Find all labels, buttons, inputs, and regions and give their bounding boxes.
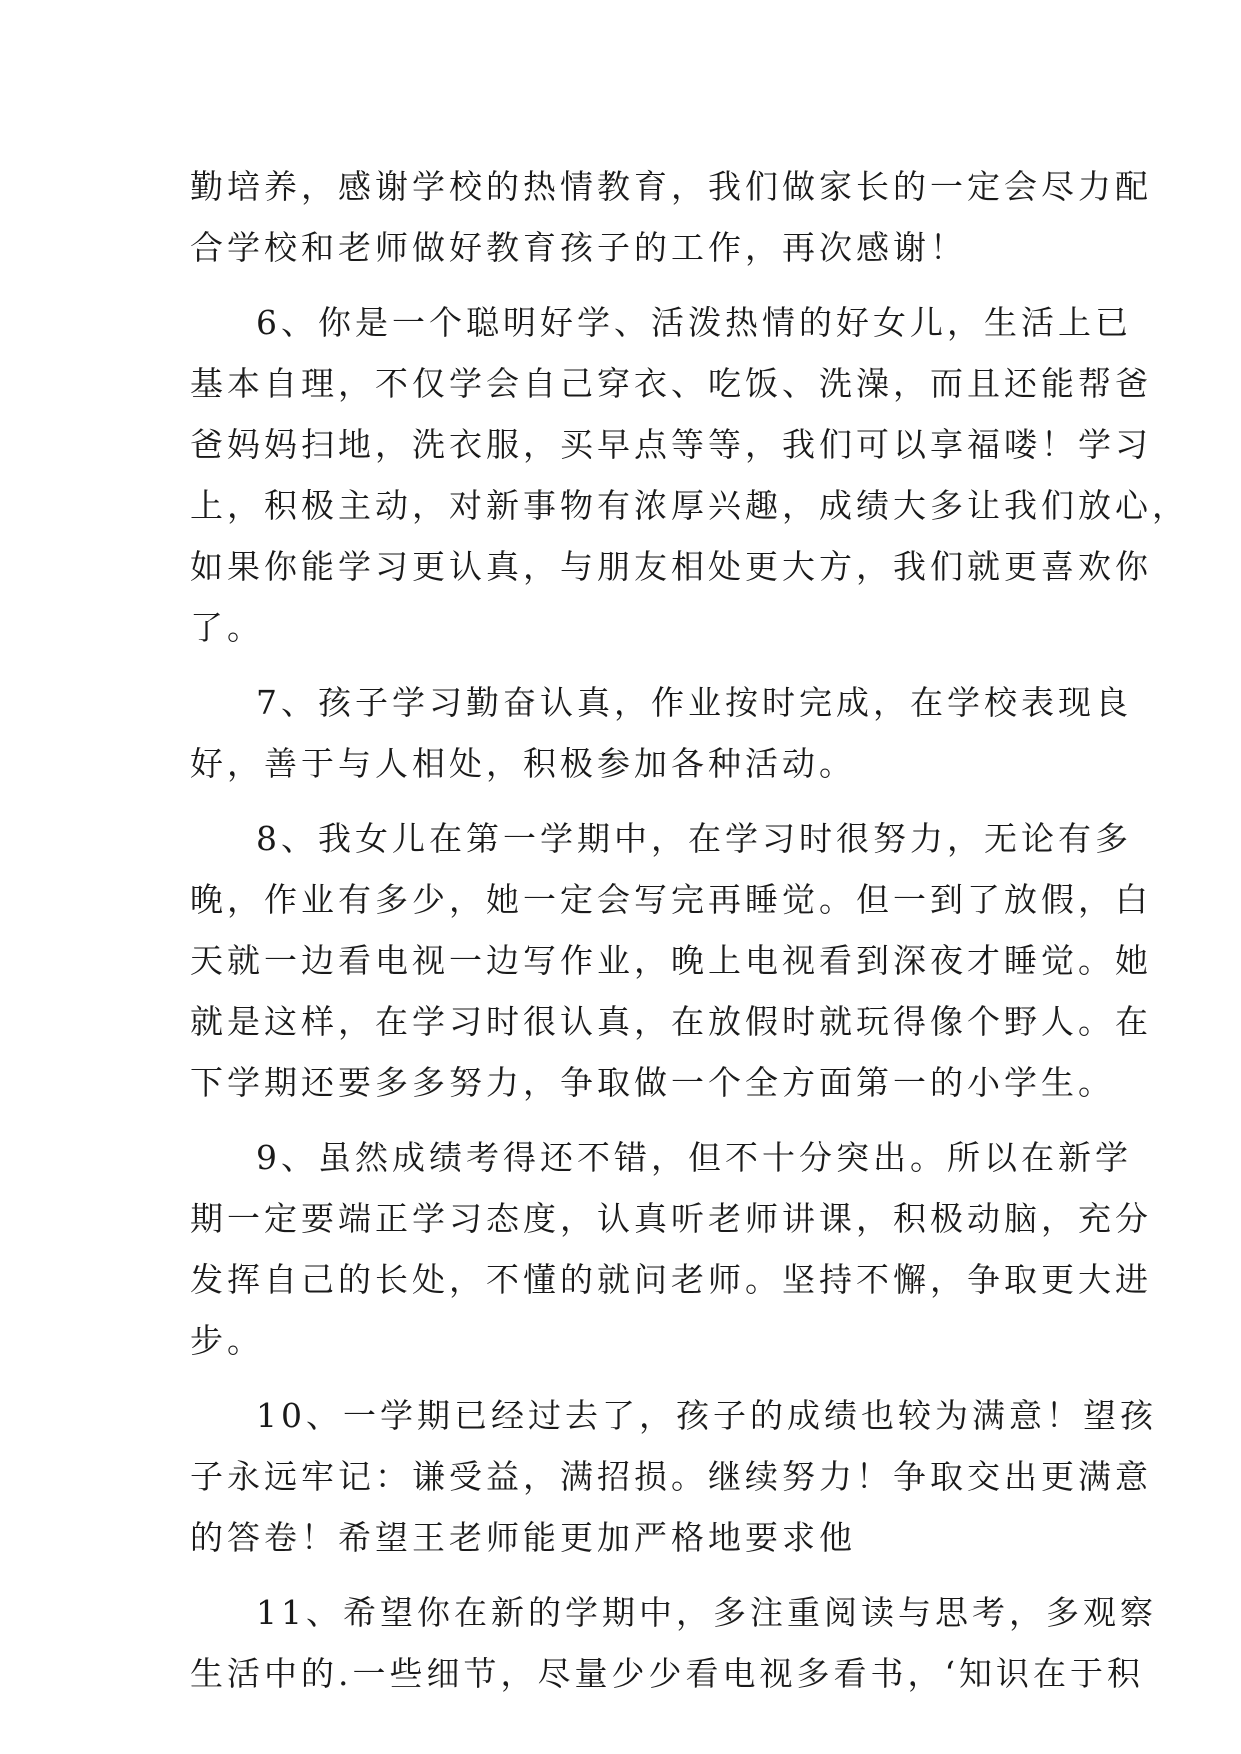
- paragraph-8: [190, 808, 1152, 1113]
- paragraph-5-continued: [190, 156, 1152, 278]
- text-line: 步。: [190, 1321, 264, 1360]
- text-line: 生活中的.一些细节，尽量少少看电视多看书，‘知识在于积: [190, 1654, 1144, 1693]
- text-line: 勤培养，感谢学校的热情教育，我们做家长的一定会尽力配: [190, 167, 1152, 206]
- paragraph-10: [190, 1385, 1157, 1568]
- text-line: 7、孩子学习勤奋认真，作业按时完成，在学校表现良: [256, 683, 1132, 722]
- text-line: 天就一边看电视一边写作业，晚上电视看到深夜才睡觉。她: [190, 941, 1152, 980]
- text-line: 好，善于与人相处，积极参加各种活动。: [190, 744, 856, 783]
- text-line: 的答卷！希望王老师能更加严格地要求他: [190, 1518, 856, 1557]
- paragraph-9: [190, 1127, 1152, 1371]
- text-line: 8、我女儿在第一学期中，在学习时很努力，无论有多: [256, 819, 1132, 858]
- text-line: 9、虽然成绩考得还不错，但不十分突出。所以在新学: [256, 1138, 1132, 1177]
- text-line: 就是这样，在学习时很认真，在放假时就玩得像个野人。在: [190, 1002, 1152, 1041]
- text-line: 上，积极主动，对新事物有浓厚兴趣，成绩大多让我们放心，: [190, 486, 1189, 525]
- text-line: 发挥自己的长处，不懂的就问老师。坚持不懈，争取更大进: [190, 1260, 1152, 1299]
- text-line: 了。: [190, 608, 264, 647]
- text-line: 合学校和老师做好教育孩子的工作，再次感谢！: [190, 228, 967, 267]
- document-body: [190, 156, 1189, 1718]
- text-line: 基本自理，不仅学会自己穿衣、吃饭、洗澡，而且还能帮爸: [190, 364, 1152, 403]
- text-line: 晚，作业有多少，她一定会写完再睡觉。但一到了放假，白: [190, 880, 1152, 919]
- paragraph-7: [190, 672, 1132, 794]
- text-line: 下学期还要多多努力，争取做一个全方面第一的小学生。: [190, 1063, 1115, 1102]
- paragraph-6: [190, 292, 1189, 658]
- paragraph-11: [190, 1582, 1157, 1704]
- text-line: 爸妈妈扫地，洗衣服，买早点等等，我们可以享福喽！学习: [190, 425, 1152, 464]
- text-line: 6、你是一个聪明好学、活泼热情的好女儿，生活上已: [256, 303, 1132, 342]
- text-line: 子永远牢记：谦受益，满招损。继续努力！争取交出更满意: [190, 1457, 1152, 1496]
- text-line: 如果你能学习更认真，与朋友相处更大方，我们就更喜欢你: [190, 547, 1152, 586]
- text-line: 期一定要端正学习态度，认真听老师讲课，积极动脑，充分: [190, 1199, 1152, 1238]
- text-line: 10、一学期已经过去了，孩子的成绩也较为满意！望孩: [256, 1396, 1157, 1435]
- text-line: 11、希望你在新的学期中，多注重阅读与思考，多观察: [256, 1593, 1157, 1632]
